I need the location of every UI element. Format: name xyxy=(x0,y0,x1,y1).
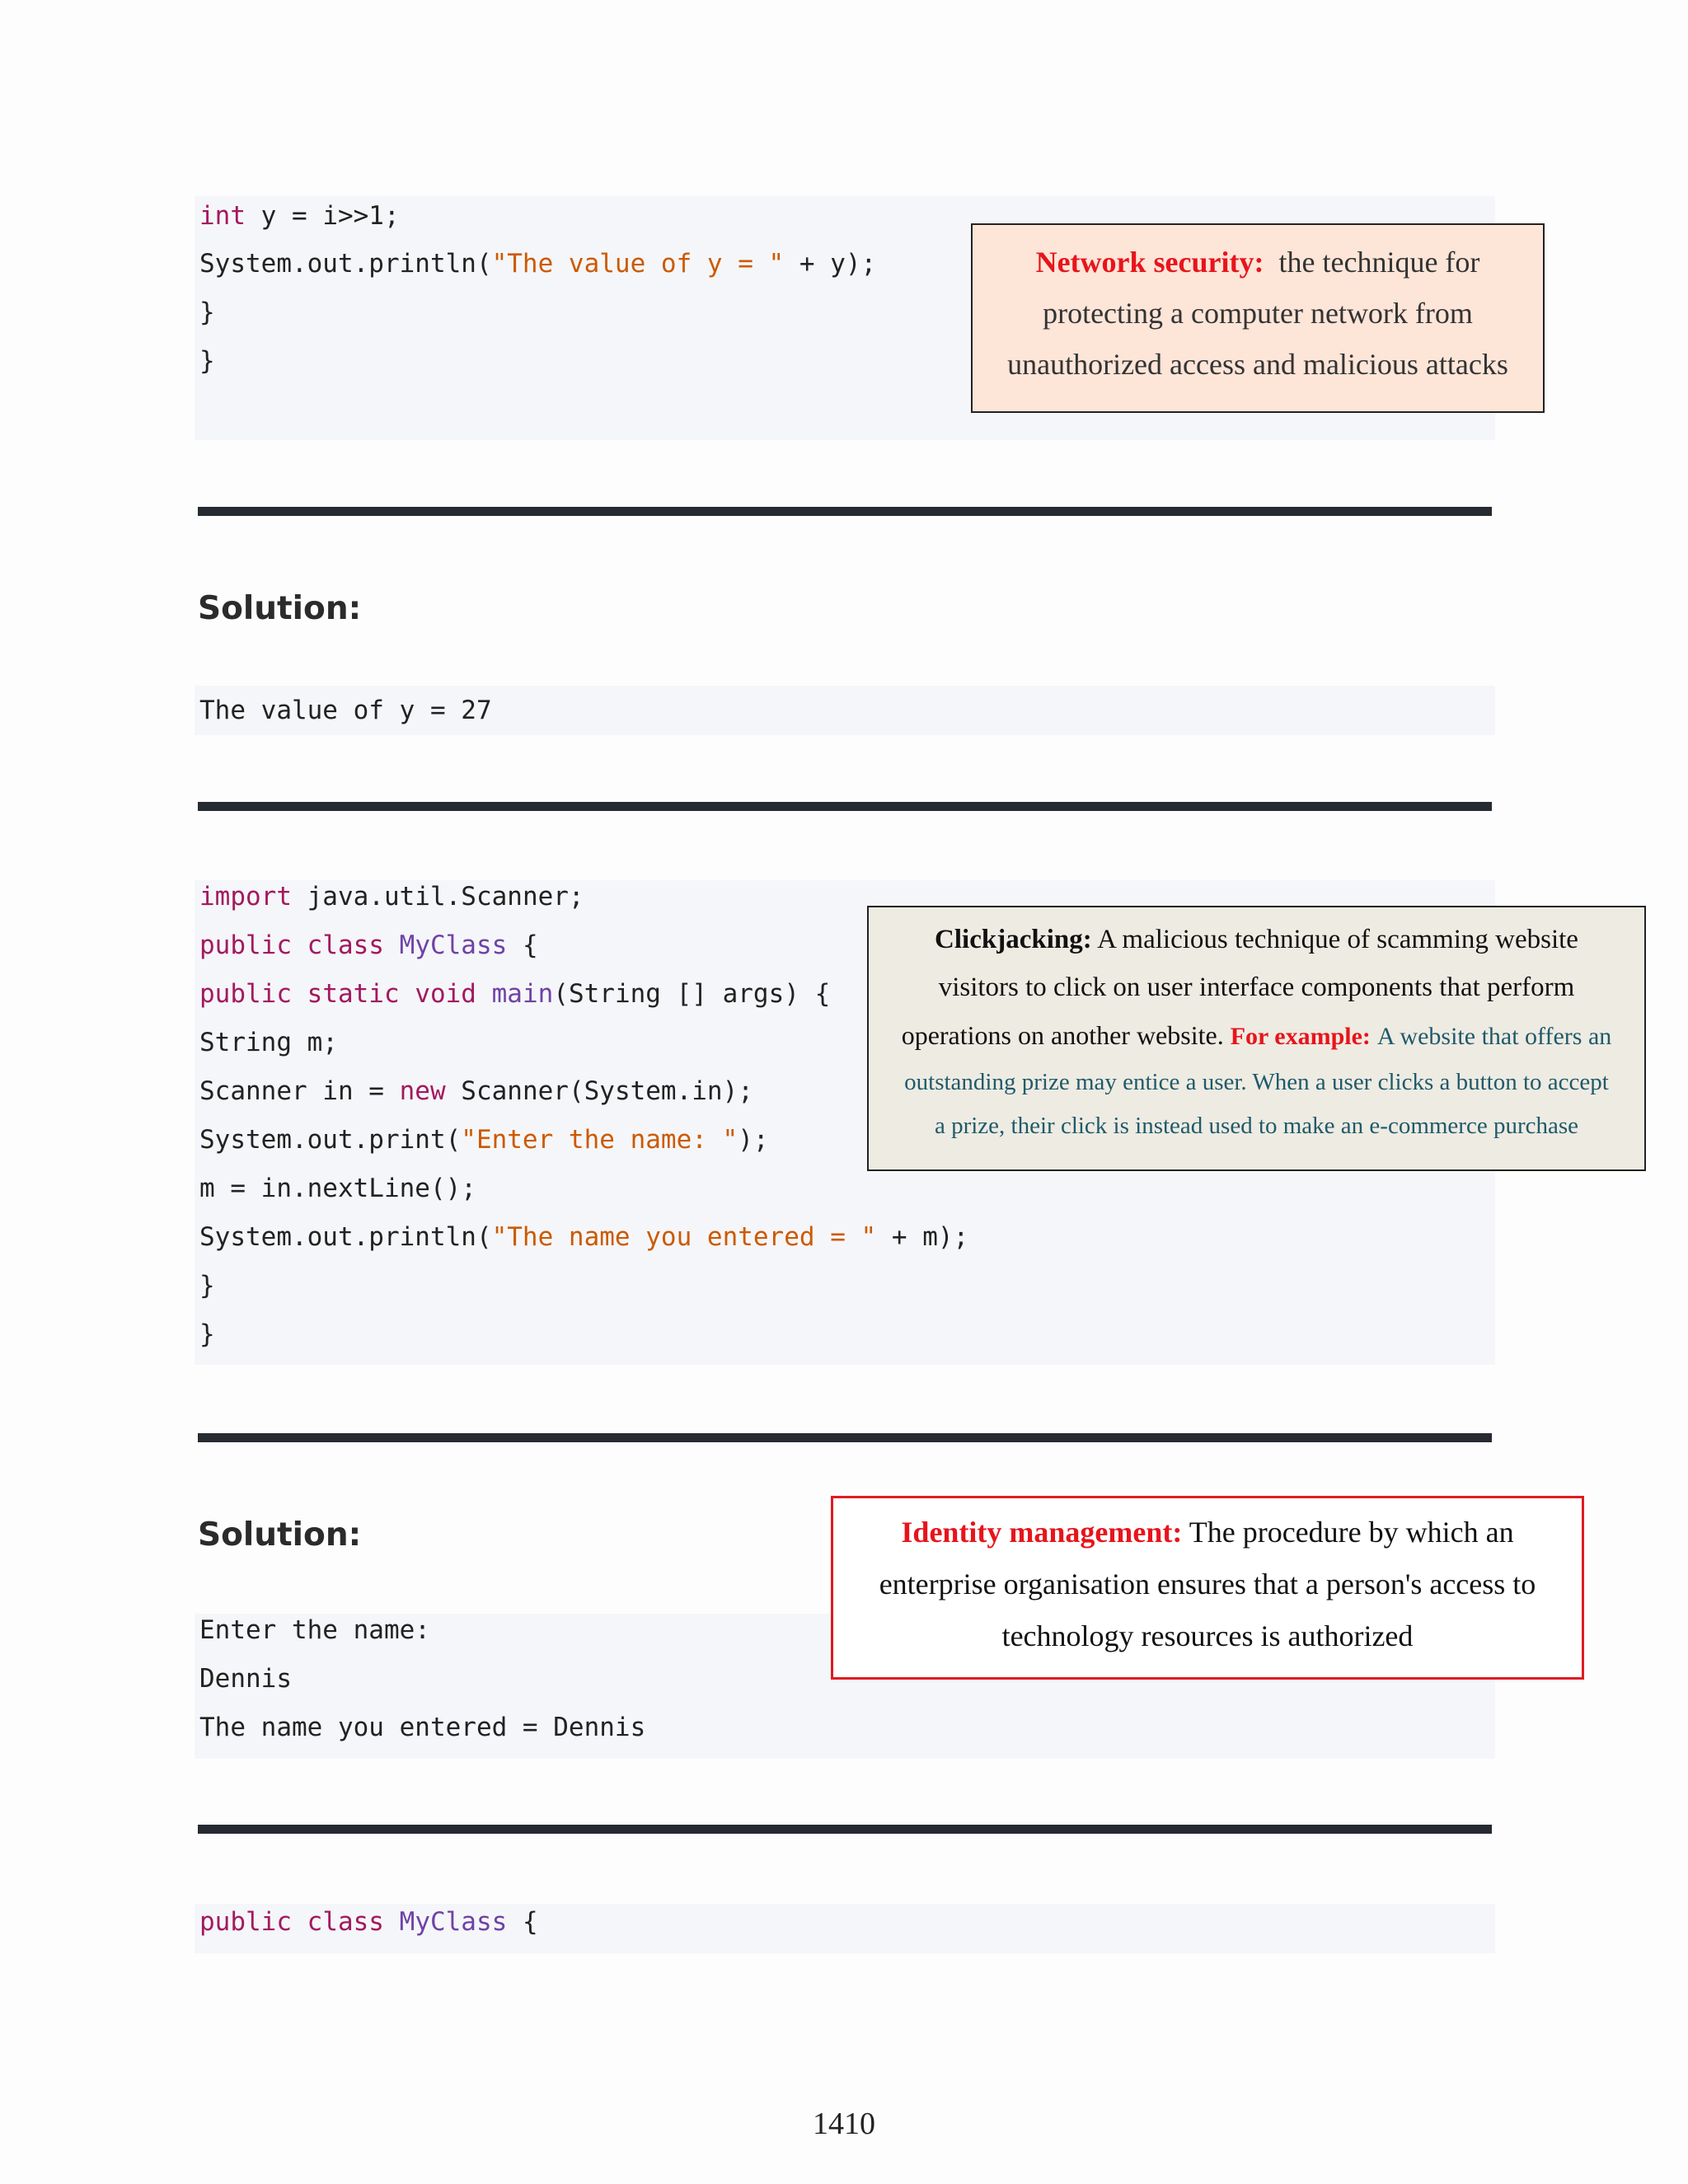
keyword: class xyxy=(307,1907,384,1937)
callout-line: unauthorized access and malicious attacks xyxy=(1007,348,1508,381)
callout-clickjacking xyxy=(867,906,1646,1171)
method-name: main xyxy=(491,979,554,1009)
callout-term: Network security: xyxy=(1035,246,1264,279)
output-line: Enter the name: xyxy=(199,1615,430,1645)
callout-network-security xyxy=(971,223,1545,413)
code-line xyxy=(199,1221,968,1254)
solution-heading: Solution: xyxy=(198,1516,362,1554)
section-divider xyxy=(198,1825,1492,1834)
callout-line: outstanding prize may entice a user. When a user clicks a button to accept xyxy=(904,1069,1609,1095)
output-line: Dennis xyxy=(199,1664,292,1694)
callout-term: Clickjacking: xyxy=(935,925,1092,954)
code-line: } xyxy=(199,1271,215,1301)
callout-text: the technique for xyxy=(1278,246,1480,279)
code-text: y = i>>1; xyxy=(246,201,400,231)
callout-line xyxy=(869,1011,1644,1061)
callout-line: enterprise organisation ensures that a person's access to xyxy=(879,1568,1536,1601)
code-line xyxy=(199,1075,753,1108)
output-line: The name you entered = Dennis xyxy=(199,1713,646,1742)
callout-line xyxy=(833,1507,1582,1558)
code-text: { xyxy=(507,1907,538,1937)
code-text: System.out.println( xyxy=(199,249,492,279)
keyword: void xyxy=(415,979,476,1009)
code-text: + m); xyxy=(876,1222,969,1252)
example-text: A website that offers an xyxy=(1376,1023,1612,1050)
callout-text: operations on another website. xyxy=(901,1020,1224,1050)
code-text: java.util.Scanner; xyxy=(291,882,584,912)
output-line: The value of y = 27 xyxy=(199,696,492,725)
callout-line: protecting a computer network from xyxy=(1043,297,1473,330)
section-divider xyxy=(198,1433,1492,1442)
callout-text: The procedure by which an xyxy=(1189,1516,1514,1549)
callout-line: visitors to click on user interface components that perform xyxy=(938,972,1575,1002)
callout-line: technology resources is authorized xyxy=(1001,1619,1414,1652)
code-text: Scanner in = xyxy=(199,1076,400,1106)
code-line xyxy=(199,977,830,1010)
string-literal: "The value of y = " xyxy=(491,249,785,279)
output-block-1 xyxy=(195,686,1495,735)
section-divider xyxy=(198,507,1492,516)
callout-line xyxy=(973,237,1543,288)
class-name: MyClass xyxy=(399,930,508,960)
callout-term: Identity management: xyxy=(901,1516,1183,1549)
code-line xyxy=(199,199,400,232)
keyword: class xyxy=(307,930,384,960)
code-text: Scanner(System.in); xyxy=(445,1076,753,1106)
code-line: } xyxy=(199,1319,215,1349)
code-block-3 xyxy=(195,1904,1495,1953)
class-name: MyClass xyxy=(399,1907,508,1937)
callout-line xyxy=(869,916,1644,963)
code-line xyxy=(199,1123,769,1156)
keyword: static xyxy=(307,979,400,1009)
code-line: m = in.nextLine(); xyxy=(199,1174,476,1203)
code-text: System.out.println( xyxy=(199,1222,492,1252)
code-line xyxy=(199,880,584,913)
code-line xyxy=(199,1905,538,1938)
code-line xyxy=(199,929,538,962)
code-text: System.out.print( xyxy=(199,1125,462,1155)
string-literal: "The name you entered = " xyxy=(491,1222,877,1252)
callout-line: a prize, their click is instead used to make an e-commerce purchase xyxy=(934,1113,1579,1139)
callout-identity-management xyxy=(831,1496,1584,1680)
code-text: (String [] args) { xyxy=(553,979,831,1009)
code-text: + y); xyxy=(784,249,877,279)
code-line xyxy=(199,247,876,280)
code-line: } xyxy=(199,298,215,327)
code-text: { xyxy=(507,930,538,960)
section-divider xyxy=(198,802,1492,811)
code-line: String m; xyxy=(199,1028,338,1057)
keyword: public xyxy=(199,979,292,1009)
callout-text: A malicious technique of scamming website xyxy=(1097,925,1578,954)
keyword: import xyxy=(199,882,292,912)
page-number: 1410 xyxy=(813,2107,875,2141)
example-label: For example: xyxy=(1230,1023,1371,1050)
keyword: int xyxy=(199,201,246,231)
string-literal: "Enter the name: " xyxy=(461,1125,738,1155)
solution-heading: Solution: xyxy=(198,590,362,627)
code-line: } xyxy=(199,346,215,376)
code-text: ); xyxy=(738,1125,769,1155)
keyword: public xyxy=(199,930,292,960)
keyword: new xyxy=(399,1076,446,1106)
keyword: public xyxy=(199,1907,292,1937)
